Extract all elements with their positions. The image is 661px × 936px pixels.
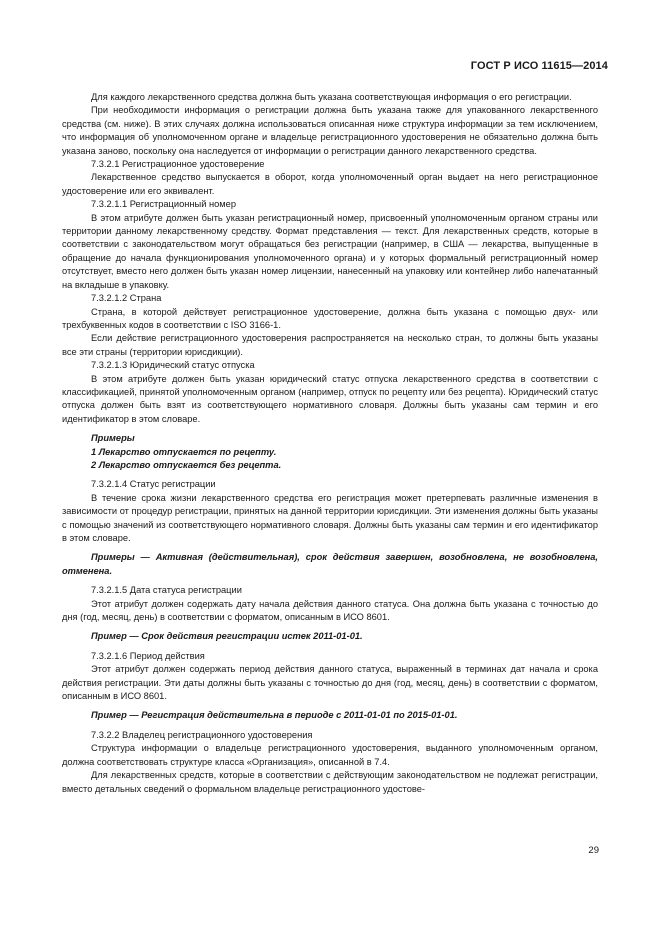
paragraph: Лекарственное средство выпускается в оборот, когда уполномоченный орган выдает на него регистрационное удостоверение или его эквивалент. bbox=[62, 172, 598, 196]
paragraph: Если действие регистрационного удостоверения распространяется на несколько стран, то должны быть указаны все эти страны (территории юрисдикции). bbox=[62, 333, 598, 357]
paragraph: 7.3.2.1.4 Статус регистрации bbox=[91, 479, 216, 490]
paragraph: В течение срока жизни лекарственного средства его регистрация может претерпевать различные изменения в зависимости от процедур регистрации, принятых на данной территории юрисдикции. Эти изменения должны быть указаны с помощью значений из соответствующего нормативного словаря. Должны быть указаны сам термин и его идентификатор в этом словаре. bbox=[62, 492, 598, 543]
paragraph: 7.3.2.2 Владелец регистрационного удостоверения bbox=[91, 729, 313, 740]
example-paragraph: Пример — Регистрация действительна в периоде с 2011-01-01 по 2015-01-01. bbox=[91, 710, 458, 721]
paragraph: В этом атрибуте должен быть указан юридический статус отпуска лекарственного средства в соответствии с классификацией, принятой уполномоченным органом (например, отпуск по рецепту или без рецепта). Юридический статус отпуска должен быть взят из соответствующего нормативного словаря. Должны быть указаны сам термин и его идентификатор в этом словаре. bbox=[62, 373, 598, 424]
example-paragraph: 2 Лекарство отпускается без рецепта. bbox=[91, 459, 282, 470]
example-paragraph: Пример — Срок действия регистрации истек 2011-01-01. bbox=[91, 631, 363, 642]
paragraph: 7.3.2.1.5 Дата статуса регистрации bbox=[91, 585, 242, 596]
standard-header: ГОСТ Р ИСО 11615—2014 bbox=[470, 60, 608, 72]
page-number: 29 bbox=[588, 845, 599, 856]
paragraph: В этом атрибуте должен быть указан регистрационный номер, присвоенный уполномоченным органом страны или территории данному лекарственному средству. Формат представления — текст. Для лекарственных средств, которые в соответствии с законодательством могут обращаться без регистрации (например, в США — лекарства, выпущенные в обращение до начала функционирования уполномоченного органа) и у которых формальный регистрационный номер отсутствует, вместо него должен быть указан номер лицензии, нанесенный на упаковку или контейнер либо напечатанный на вкладыше в упаковку. bbox=[62, 212, 598, 290]
paragraph: 7.3.2.1.1 Регистрационный номер bbox=[91, 199, 237, 210]
example-paragraph: 1 Лекарство отпускается по рецепту. bbox=[91, 446, 277, 457]
paragraph: 7.3.2.1.2 Страна bbox=[91, 293, 162, 304]
body-text bbox=[62, 91, 598, 796]
paragraph: Для лекарственных средств, которые в соответствии с действующим законодательством не подлежат регистрации, вместо детальных сведений о формальном владельце регистрационного удостове- bbox=[62, 770, 598, 794]
paragraph: Страна, в которой действует регистрационное удостоверение, должна быть указана с помощью двух- или трехбуквенных кодов в соответствии с ISO 3166-1. bbox=[62, 306, 598, 330]
paragraph: 7.3.2.1.3 Юридический статус отпуска bbox=[91, 360, 255, 371]
example-paragraph: Примеры bbox=[91, 433, 135, 444]
example-paragraph: Примеры — Активная (действительная), срок действия завершен, возобновлена, не возобновлена, отменена. bbox=[62, 552, 598, 576]
paragraph: 7.3.2.1.6 Период действия bbox=[91, 650, 205, 661]
paragraph: 7.3.2.1 Регистрационное удостоверение bbox=[91, 159, 265, 170]
paragraph: Этот атрибут должен содержать дату начала действия данного статуса. Она должна быть указана с точностью до дня (год, месяц, день) в соответствии с форматом, описанным в ИСО 8601. bbox=[62, 598, 598, 623]
paragraph: Этот атрибут должен содержать период действия данного статуса, выраженный в терминах дат начала и срока действия регистрации. Эти даты должны быть указаны с точностью до дня (год, месяц, день) в соответствии с форматом, описанным в ИСО 8601. bbox=[62, 664, 598, 702]
paragraph: Для каждого лекарственного средства должна быть указана соответствующая информация о его регистрации. bbox=[91, 92, 572, 102]
paragraph: При необходимости информация о регистрации должна быть указана также для упакованного лекарственного средства (см. ниже). В этих случаях должна использоваться описанная ниже структура информации за тем исключением, что информация об уполномоченном органе и владельце регистрационного удостоверения не обязательно должна быть указана заново, поскольку она наследуется от информации о регистрации данного лекарственного средства. bbox=[62, 105, 598, 156]
paragraph: Структура информации о владельце регистрационного удостоверения, выданного уполномоченным органом, должна соответствовать структуре класса «Организация», описанной в 7.4. bbox=[62, 743, 598, 767]
